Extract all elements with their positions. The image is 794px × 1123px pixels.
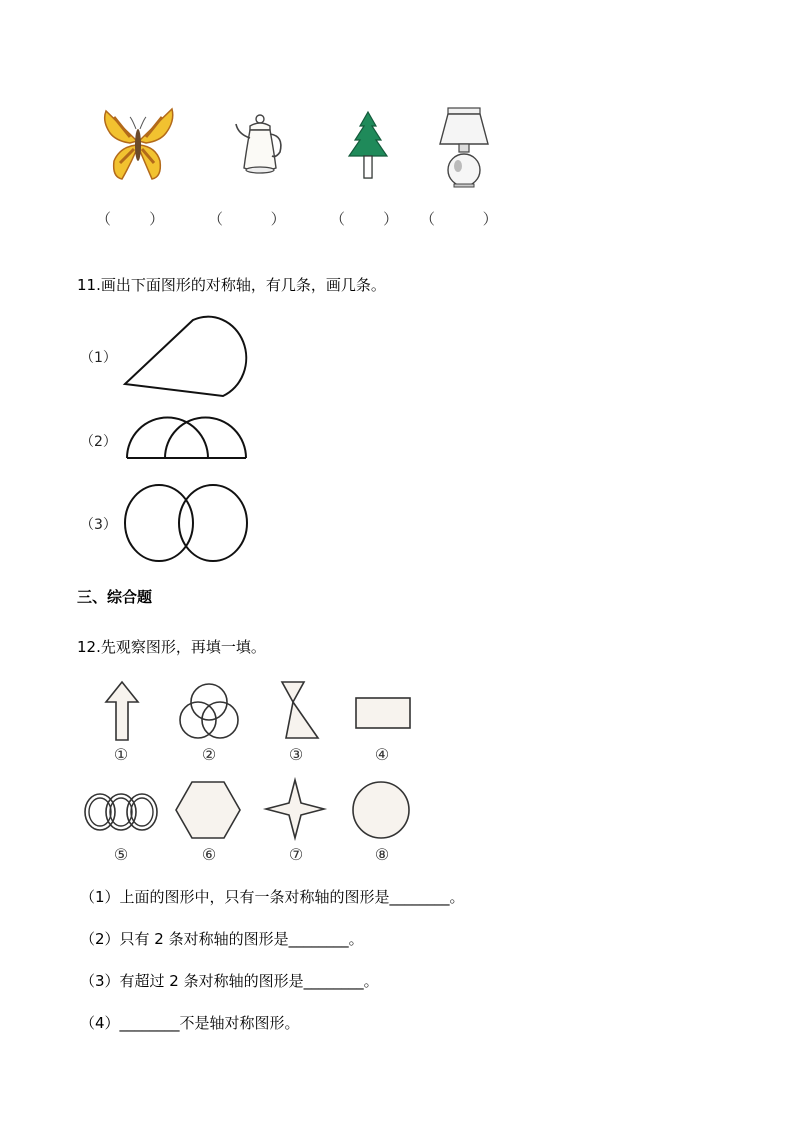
shape-label-7: ⑦ bbox=[288, 845, 304, 864]
tree-picture bbox=[343, 110, 393, 180]
answer-paren-lamp[interactable]: （ ） bbox=[420, 210, 498, 228]
answer-paren-butterfly[interactable]: （ ） bbox=[96, 210, 165, 228]
shape-label-8: ⑧ bbox=[374, 845, 390, 864]
answer-paren-tree[interactable]: （ ） bbox=[330, 210, 399, 228]
section-heading: 三、综合题 bbox=[77, 588, 153, 606]
shape-label-6: ⑥ bbox=[201, 845, 217, 864]
shape-6-hexagon bbox=[174, 780, 242, 840]
q11-title: 11.画出下面图形的对称轴，有几条，画几条。 bbox=[77, 276, 386, 294]
shape-label-3: ③ bbox=[288, 745, 304, 764]
q11-part2-label: （2） bbox=[80, 434, 117, 450]
lamp-picture bbox=[436, 106, 492, 188]
shape-8-circle bbox=[351, 780, 411, 840]
shape-3-hourglass-triangles bbox=[278, 680, 322, 742]
shape-1-arrow bbox=[104, 680, 140, 742]
shape-label-4: ④ bbox=[374, 745, 390, 764]
q12-fill-item-3[interactable]: （3）有超过 2 条对称轴的图形是________。 bbox=[80, 972, 379, 990]
q11-shape-teardrop bbox=[120, 312, 235, 404]
shape-7-four-point-star bbox=[264, 778, 326, 840]
q11-part3-label: （3） bbox=[80, 517, 117, 533]
shape-5-three-rings bbox=[82, 790, 160, 834]
q11-part1-label: （1） bbox=[80, 350, 117, 366]
shape-2-trefoil bbox=[176, 680, 242, 742]
q12-fill-item-1[interactable]: （1）上面的图形中，只有一条对称轴的图形是________。 bbox=[80, 888, 465, 906]
shape-4-rectangle bbox=[354, 696, 412, 730]
q11-shape-two-circles bbox=[122, 480, 252, 566]
q12-title: 12.先观察图形，再填一填。 bbox=[77, 638, 266, 656]
answer-paren-teapot[interactable]: （ ） bbox=[208, 210, 286, 228]
shape-label-1: ① bbox=[113, 745, 129, 764]
q11-shape-two-semicircles bbox=[124, 416, 250, 462]
q12-fill-item-2[interactable]: （2）只有 2 条对称轴的图形是________。 bbox=[80, 930, 364, 948]
teapot-picture bbox=[234, 112, 286, 178]
q12-fill-item-4[interactable]: （4）________不是轴对称图形。 bbox=[80, 1014, 300, 1032]
shape-label-5: ⑤ bbox=[113, 845, 129, 864]
butterfly-picture bbox=[100, 103, 176, 183]
shape-label-2: ② bbox=[201, 745, 217, 764]
